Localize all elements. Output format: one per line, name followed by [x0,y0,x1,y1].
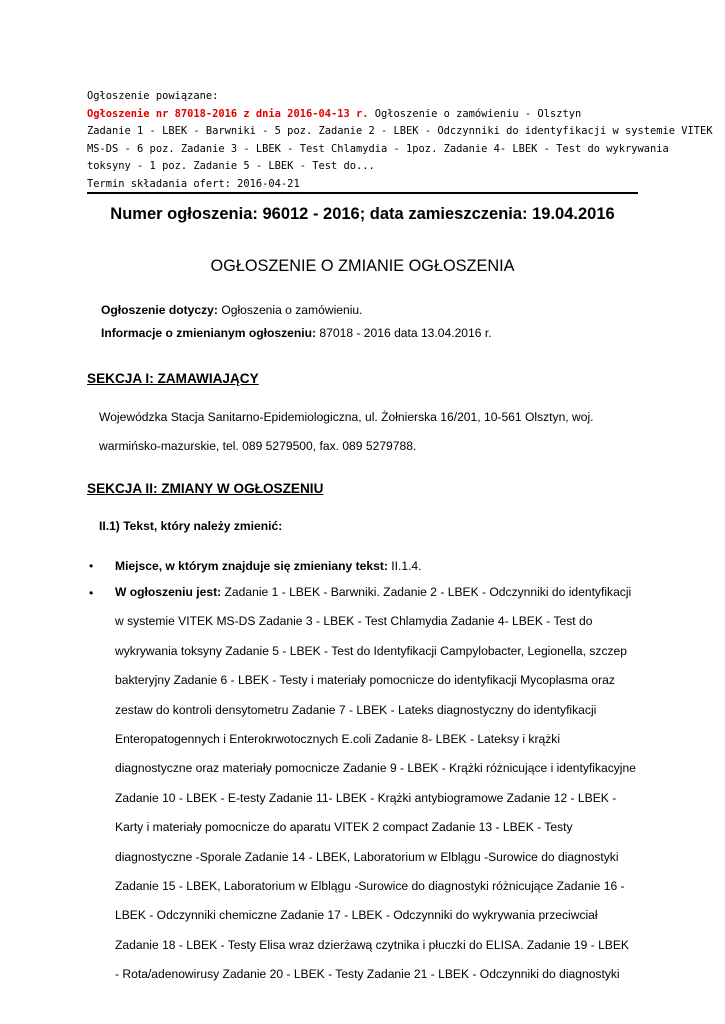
section-1-line: warmińsko-mazurskie, tel. 089 5279500, fax. 089 5279788. [99,439,417,454]
current-line: diagnostyczne -Sporale Zadanie 14 - LBEK, Laboratorium w Elblągu -Surowice do diagnostyki [115,849,619,864]
current-line: Zadanie 15 - LBEK, Laboratorium w Elblągu -Surowice do diagnostyki różnicujące Zadanie 16 - [115,879,625,894]
section-1-heading: SEKCJA I: ZAMAWIAJĄCY [87,371,259,386]
related-line: MS-DS - 6 poz. Zadanie 3 - LBEK - Test Chlamydia - 1poz. Zadanie 4- LBEK - Test do wykrywania [87,142,669,155]
related-line: Zadanie 1 - LBEK - Barwniki - 5 poz. Zadanie 2 - LBEK - Odczynniki do identyfikacji w systemie VITEK [87,125,713,138]
bullet-icon: • [89,586,94,600]
divider [87,192,638,194]
current-line: w systemie VITEK MS-DS Zadanie 3 - LBEK - Test Chlamydia Zadanie 4- LBEK - Test do [115,614,593,629]
current-line: zestaw do kontroli densytometru Zadanie 7 - LBEK - Lateks diagnostyczny do identyfikacji [115,702,597,717]
current-line: Zadanie 18 - LBEK - Testy Elisa wraz dzierżawą czytnika i płuczki do ELISA. Zadanie 19 - LBEK [115,937,630,952]
related-notice [87,88,713,194]
changed-info-value: 87018 - 2016 data 13.04.2016 r. [319,326,492,340]
related-line: toksyny - 1 poz. Zadanie 5 - LBEK - Test do... [87,160,375,173]
current-text [115,578,636,990]
section-2-subheading: II.1) Tekst, który należy zmienić: [99,519,283,533]
place-line [115,556,422,576]
concerns-line [101,300,362,320]
place-label: Miejsce, w którym znajduje się zmieniany tekst: [115,559,388,573]
page-subtitle: OGŁOSZENIE O ZMIANIE OGŁOSZENIA [210,257,515,275]
section-2-heading: SEKCJA II: ZMIANY W OGŁOSZENIU [87,481,324,496]
changed-info-line [101,323,492,343]
current-line: bakteryjny Zadanie 6 - LBEK - Testy i materiały pomocnicze do identyfikacji Mycoplasma oraz [115,673,615,688]
current-line: wykrywania toksyny Zadanie 5 - LBEK - Test do Identyfikacji Campylobacter, Legionella, szczep [115,643,627,658]
place-value: II.1.4. [391,559,422,573]
current-line: Karty i materiały pomocnicze do aparatu VITEK 2 compact Zadanie 13 - LBEK - Testy [115,820,573,835]
section-1-text [99,403,594,462]
current-label: W ogłoszeniu jest: [115,585,222,599]
current-first-line [115,578,636,607]
current-line: Enteropatogennych i Enterokrwotocznych E.coli Zadanie 8- LBEK - Lateksy i krążki [115,732,561,747]
changed-info-label: Informacje o zmienianym ogłoszeniu: [101,326,317,340]
current-line: Zadanie 1 - LBEK - Barwniki. Zadanie 2 - LBEK - Odczynniki do identyfikacji [224,585,632,599]
related-heading: Ogłoszenie powiązane: [87,90,219,102]
related-notice-title: Ogłoszenie o zamówieniu - Olsztyn [374,107,582,120]
concerns-value: Ogłoszenia o zamówieniu. [221,303,363,317]
bullet-icon: • [89,559,94,573]
related-deadline: Termin składania ofert: 2016-04-21 [87,177,300,190]
current-line: - Rota/adenowirusy Zadanie 20 - LBEK - Testy Zadanie 21 - LBEK - Odczynniki do diagnostyki [115,967,620,982]
current-line: LBEK - Odczynniki chemiczne Zadanie 17 - LBEK - Odczynniki do wykrywania przeciwciał [115,908,598,923]
current-line: diagnostyczne oraz materiały pomocnicze Zadanie 9 - LBEK - Krążki różnicujące i identyfikacyjne [115,761,636,776]
related-first-line [87,106,647,124]
page-title: Numer ogłoszenia: 96012 - 2016; data zamieszczenia: 19.04.2016 [110,205,615,223]
related-notice-link[interactable]: Ogłoszenie nr 87018-2016 z dnia 2016-04-13 r. [87,107,369,120]
concerns-label: Ogłoszenie dotyczy: [101,303,218,317]
section-1-line: Wojewódzka Stacja Sanitarno-Epidemiologiczna, ul. Żołnierska 16/201, 10-561 Olsztyn, woj. [99,410,594,424]
current-line: Zadanie 10 - LBEK - E-testy Zadanie 11- LBEK - Krążki antybiogramowe Zadanie 12 - LBEK - [115,790,617,805]
